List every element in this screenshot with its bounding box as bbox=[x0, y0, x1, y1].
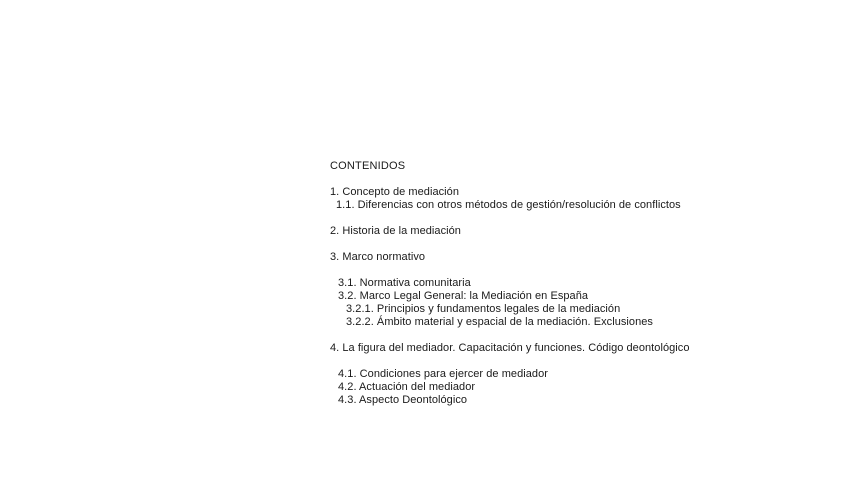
toc-entry-3-2: 3.2. Marco Legal General: la Mediación en España bbox=[338, 290, 589, 302]
toc-spacer bbox=[330, 355, 830, 368]
toc-entry-4-2: 4.2. Actuación del mediador bbox=[338, 381, 476, 393]
toc-entry-4-1: 4.1. Condiciones para ejercer de mediador bbox=[338, 368, 548, 380]
toc-entry-3-2-2: 3.2.2. Ámbito material y espacial de la mediación. Exclusiones bbox=[346, 316, 653, 328]
toc-entry-2: 2. Historia de la mediación bbox=[330, 225, 461, 237]
toc-spacer bbox=[330, 264, 830, 277]
toc-spacer bbox=[330, 238, 830, 251]
toc-spacer bbox=[330, 212, 830, 225]
toc-entry-3: 3. Marco normativo bbox=[330, 251, 426, 263]
table-of-contents bbox=[330, 160, 830, 407]
toc-heading: CONTENIDOS bbox=[330, 160, 406, 172]
toc-spacer bbox=[330, 329, 830, 342]
toc-entry-4: 4. La figura del mediador. Capacitación y funciones. Código deontológico bbox=[330, 342, 690, 354]
toc-entry-3-1: 3.1. Normativa comunitaria bbox=[338, 277, 471, 289]
toc-entry-3-2-1: 3.2.1. Principios y fundamentos legales de la mediación bbox=[346, 303, 621, 315]
toc-entry-4-3: 4.3. Aspecto Deontológico bbox=[338, 394, 468, 406]
toc-entry-1: 1. Concepto de mediación bbox=[330, 186, 460, 198]
toc-entry-1-1: 1.1. Diferencias con otros métodos de gestión/resolución de conflictos bbox=[336, 199, 681, 211]
